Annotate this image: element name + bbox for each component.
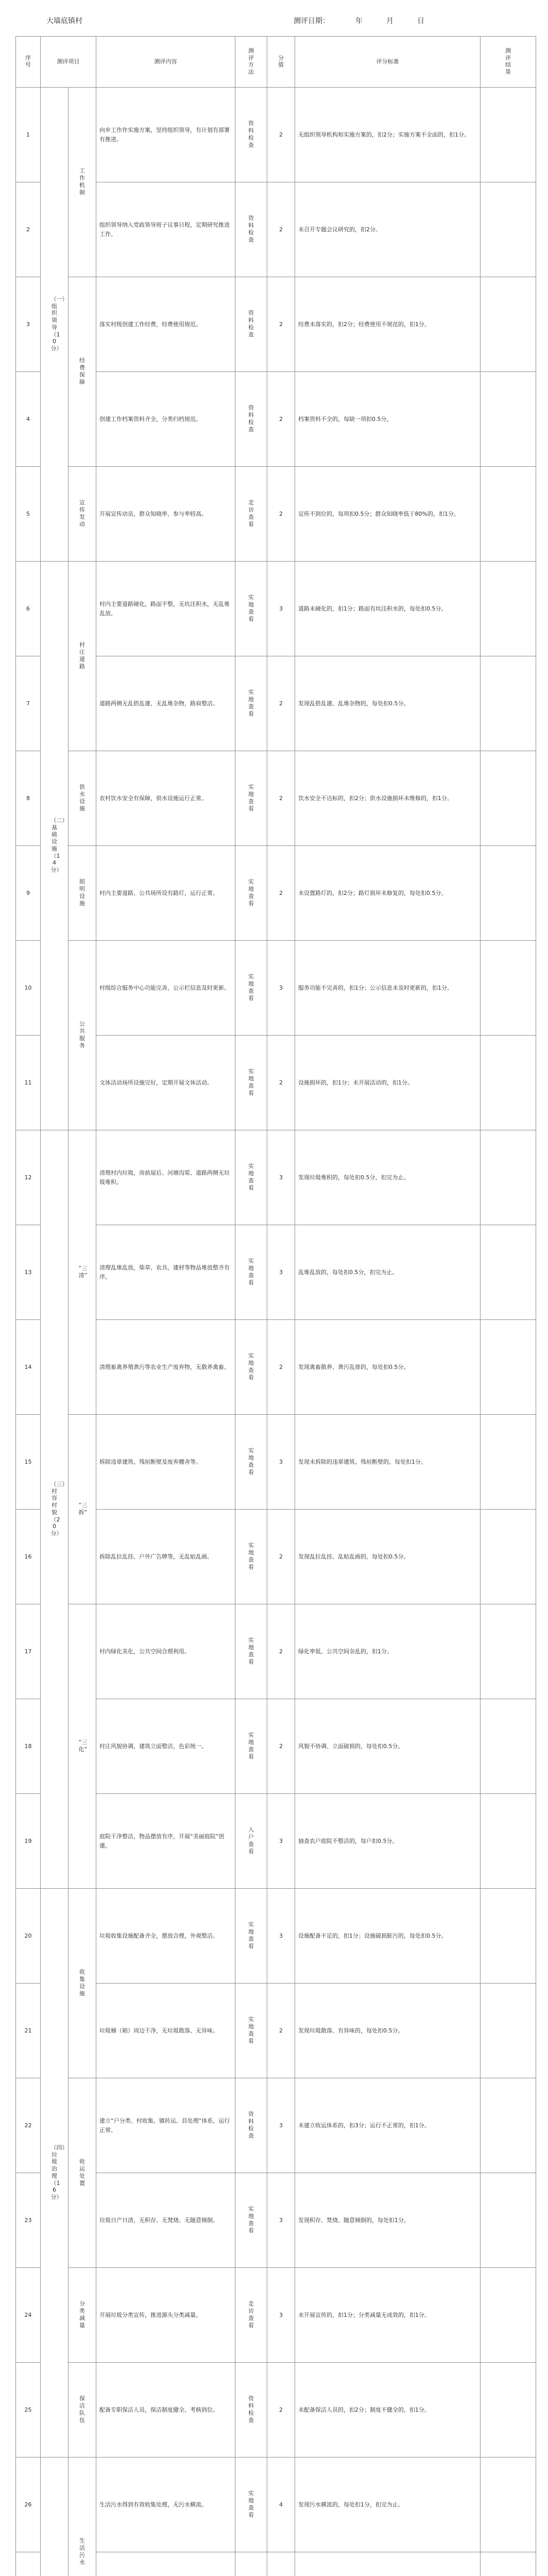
score-cell: 2 [267, 1510, 295, 1604]
content-cell: 建立“户分类、村收集、镇转运、县处理”体系，运行正常。 [96, 2078, 235, 2173]
row-number: 22 [16, 2078, 41, 2173]
content-cell: 拆除违章建筑、残垣断壁及废弃棚舍等。 [96, 1415, 235, 1510]
standard-cell: 道路未硬化的，扣1分；路面有坑洼积水的，每处扣0.5分。 [295, 562, 481, 656]
content-cell: 拆除乱拉乱挂、户外广告牌等，无乱贴乱画。 [96, 1510, 235, 1604]
content-cell: 清理畜禽养殖粪污等农业生产废弃物，无散养禽畜。 [96, 1320, 235, 1415]
score-cell: 2 [267, 751, 295, 846]
content-cell: 村内绿化美化，公共空间合理利用。 [96, 1604, 235, 1699]
subcategory-cell: 照明设施 [68, 846, 96, 941]
standard-cell: 发现垃圾堆积的，每处扣0.5分，扣完为止。 [295, 1130, 481, 1225]
table-row [16, 2363, 536, 2458]
table-row [16, 2268, 536, 2363]
standard-cell: 绿化率低、公共空间杂乱的，扣1分。 [295, 1604, 481, 1699]
score-cell: 2 [267, 1984, 295, 2078]
subcategory-cell: 分类减量 [68, 2268, 96, 2363]
category-cell: （一）组织领导（10分） [41, 88, 68, 562]
score-cell: 2 [267, 2363, 295, 2458]
standard-cell: 设施损坏的，扣1分；未开展活动的，扣1分。 [295, 1036, 481, 1130]
standard-cell: 宣传不到位的，每项扣0.5分；群众知晓率低于80%的，扣1分。 [295, 467, 481, 562]
result-cell[interactable] [481, 1130, 536, 1225]
method-cell: 走访查看 [235, 2268, 267, 2363]
method-cell: 实地查看 [235, 1510, 267, 1604]
content-cell: 开展垃圾分类宣传，推进源头分类减量。 [96, 2268, 235, 2363]
content-cell: 清理乱堆乱放，柴草、农具、建材等物品堆放整齐有序。 [96, 1225, 235, 1320]
subcategory-cell: 工作机制 [68, 88, 96, 277]
method-cell: 实地查看 [235, 562, 267, 656]
subcategory-cell: “三清” [68, 1130, 96, 1415]
category-cell: （二）基础设施（14分） [41, 562, 68, 1130]
category-cell [41, 2458, 68, 2576]
score-cell: 2 [267, 88, 295, 182]
standard-cell: 饮水安全不达标的，扣2分；供水设施损坏未维修的，扣1分。 [295, 751, 481, 846]
method-cell: 实地查看 [235, 751, 267, 846]
result-cell[interactable] [481, 2173, 536, 2268]
result-cell[interactable] [481, 1699, 536, 1794]
table-row [16, 277, 536, 372]
score-cell: 3 [267, 941, 295, 1036]
row-number: 17 [16, 1604, 41, 1699]
row-number: 6 [16, 562, 41, 656]
standard-cell: 风貌不协调、立面破损的，每处扣0.5分。 [295, 1699, 481, 1794]
content-cell: 落实村级创建工作经费，经费使用规范。 [96, 277, 235, 372]
result-cell[interactable] [481, 1794, 536, 1889]
method-cell: 实地查看 [235, 1036, 267, 1130]
table-row [16, 1415, 536, 1510]
col-header-content: 测评内容 [96, 37, 235, 88]
row-number: 5 [16, 467, 41, 562]
method-cell: 资料检查 [235, 88, 267, 182]
content-cell: 村级综合服务中心功能完善，公示栏信息及时更新。 [96, 941, 235, 1036]
subcategory-cell: 生活污水 [68, 2458, 96, 2576]
score-cell: 2 [267, 1699, 295, 1794]
method-cell: 实地查看 [235, 656, 267, 751]
col-header-standard: 评分标准 [295, 37, 481, 88]
result-cell[interactable] [481, 562, 536, 656]
score-cell: 3 [267, 562, 295, 656]
subcategory-cell: 宣传发动 [68, 467, 96, 562]
col-header-no: 序号 [16, 37, 41, 88]
date-label: 测评日期： [294, 17, 330, 25]
standard-cell: 抽查农户庭院不整洁的，每户扣0.5分。 [295, 1794, 481, 1889]
standard-cell: 乱堆乱放的，每处扣0.5分，扣完为止。 [295, 1225, 481, 1320]
method-cell [235, 2552, 267, 2576]
score-cell: 3 [267, 2173, 295, 2268]
row-number: 12 [16, 1130, 41, 1225]
method-cell: 实地查看 [235, 941, 267, 1036]
standard-cell: 未配备保洁人员的，扣2分；制度不健全的，扣1分。 [295, 2363, 481, 2458]
method-cell: 实地查看 [235, 1320, 267, 1415]
content-cell: 开展宣传动员，群众知晓率、参与率较高。 [96, 467, 235, 562]
standard-cell: 未设置路灯的，扣2分；路灯损坏未修复的，每处扣0.5分。 [295, 846, 481, 941]
village-name: 大墙底镇村 [46, 17, 82, 25]
result-cell[interactable] [481, 656, 536, 751]
table-row [16, 562, 536, 656]
result-cell[interactable] [481, 277, 536, 372]
table-row [16, 751, 536, 846]
score-cell: 3 [267, 1130, 295, 1225]
content-cell: 村内主要道路硬化，路面平整，无坑洼积水，无乱堆乱放。 [96, 562, 235, 656]
row-number: 19 [16, 1794, 41, 1889]
method-cell: 走访查看 [235, 467, 267, 562]
standard-cell: 设施配备不足的，扣1分；设施破损脏污的，每处扣0.5分。 [295, 1889, 481, 1984]
subcategory-cell: “三拆” [68, 1415, 96, 1604]
score-cell: 3 [267, 1415, 295, 1510]
score-cell: 3 [267, 1794, 295, 1889]
table-row [16, 1130, 536, 1225]
result-cell[interactable] [481, 2552, 536, 2576]
content-cell: 生活污水得到有效收集处理，无污水横流。 [96, 2458, 235, 2552]
row-number: 10 [16, 941, 41, 1036]
method-cell: 实地查看 [235, 1225, 267, 1320]
table-body [16, 88, 536, 2576]
score-cell: 2 [267, 1604, 295, 1699]
score-cell [267, 2552, 295, 2576]
row-number: 4 [16, 372, 41, 467]
table-row [16, 467, 536, 562]
result-cell[interactable] [481, 2078, 536, 2173]
score-cell: 3 [267, 1889, 295, 1984]
standard-cell: 档案资料不全的，每缺一项扣0.5分。 [295, 372, 481, 467]
result-cell[interactable] [481, 372, 536, 467]
method-cell: 实地查看 [235, 1984, 267, 2078]
result-cell[interactable] [481, 88, 536, 182]
table-row [16, 1889, 536, 1984]
subcategory-cell: 供水设施 [68, 751, 96, 846]
method-cell: 资料检查 [235, 2363, 267, 2458]
result-cell[interactable] [481, 1604, 536, 1699]
table-row [16, 2458, 536, 2552]
score-cell: 2 [267, 846, 295, 941]
day-label: 日 [417, 17, 424, 25]
standard-cell [295, 2552, 481, 2576]
row-number [16, 2552, 41, 2576]
content-cell: 庭院干净整洁，物品摆放有序，开展“美丽庭院”创建。 [96, 1794, 235, 1889]
year-label: 年 [355, 17, 363, 25]
method-cell: 资料检查 [235, 182, 267, 277]
row-number: 2 [16, 182, 41, 277]
result-cell[interactable] [481, 1036, 536, 1130]
table-header-row [16, 37, 536, 88]
method-cell: 实地查看 [235, 1415, 267, 1510]
table-row [16, 941, 536, 1036]
result-cell[interactable] [481, 2268, 536, 2363]
result-cell[interactable] [481, 1889, 536, 1984]
method-cell: 实地查看 [235, 2173, 267, 2268]
method-cell: 实地查看 [235, 1604, 267, 1699]
score-cell: 4 [267, 2458, 295, 2552]
col-header-category: 测评项目 [41, 37, 96, 88]
table-row [16, 1604, 536, 1699]
row-number: 8 [16, 751, 41, 846]
subcategory-cell: 保洁队伍 [68, 2363, 96, 2458]
method-cell: 入户查看 [235, 1794, 267, 1889]
table-row [16, 88, 536, 182]
result-cell[interactable] [481, 2458, 536, 2552]
standard-cell: 发现未拆除的违章建筑、残垣断壁的，每处扣1分。 [295, 1415, 481, 1510]
row-number: 11 [16, 1036, 41, 1130]
score-cell: 2 [267, 1320, 295, 1415]
row-number: 24 [16, 2268, 41, 2363]
row-number: 13 [16, 1225, 41, 1320]
content-cell: 农村饮水安全有保障，供水设施运行正常。 [96, 751, 235, 846]
standard-cell: 未召开专题会议研究的，扣2分。 [295, 182, 481, 277]
score-cell: 2 [267, 277, 295, 372]
category-cell: （四）垃圾治理（16分） [41, 1889, 68, 2458]
standard-cell: 无组织领导机构和实施方案的，扣2分；实施方案不全面的，扣1分。 [295, 88, 481, 182]
content-cell: 垃圾收集设施配备齐全，摆放合理，外观整洁。 [96, 1889, 235, 1984]
standard-cell: 经费未落实的，扣2分；经费使用不规范的，扣1分。 [295, 277, 481, 372]
method-cell: 实地查看 [235, 1699, 267, 1794]
subcategory-cell: 收运处置 [68, 2078, 96, 2268]
table-row [16, 2078, 536, 2173]
row-number: 20 [16, 1889, 41, 1984]
score-cell: 2 [267, 372, 295, 467]
result-cell[interactable] [481, 751, 536, 846]
row-number: 16 [16, 1510, 41, 1604]
standard-cell: 发现积存、焚烧、随意倾倒的，每处扣1分。 [295, 2173, 481, 2268]
standard-cell: 发现污水横流的，每处扣1分，扣完为止。 [295, 2458, 481, 2552]
content-cell: 垃圾日产日清，无积存、无焚烧、无随意倾倒。 [96, 2173, 235, 2268]
score-cell: 2 [267, 656, 295, 751]
result-cell[interactable] [481, 182, 536, 277]
row-number: 26 [16, 2458, 41, 2552]
row-number: 21 [16, 1984, 41, 2078]
month-label: 月 [386, 17, 393, 25]
content-cell: 向乡工作作实施方案，坚持组织领导，有计划有部署有推进。 [96, 88, 235, 182]
score-cell: 3 [267, 2078, 295, 2173]
subcategory-cell: 经费保障 [68, 277, 96, 467]
method-cell: 资料检查 [235, 277, 267, 372]
content-cell: 组织领导纳入党政领导班子议事日程，定期研究推进工作。 [96, 182, 235, 277]
row-number: 15 [16, 1415, 41, 1510]
row-number: 14 [16, 1320, 41, 1415]
standard-cell: 服务功能不完善的，扣1分；公示信息未及时更新的，扣1分。 [295, 941, 481, 1036]
result-cell[interactable] [481, 1320, 536, 1415]
content-cell: 村庄风貌协调，建筑立面整洁，色彩统一。 [96, 1699, 235, 1794]
result-cell[interactable] [481, 1984, 536, 2078]
category-cell: （三）村容村貌（20分） [41, 1130, 68, 1889]
score-cell: 2 [267, 1036, 295, 1130]
result-cell[interactable] [481, 941, 536, 1036]
result-cell[interactable] [481, 1225, 536, 1320]
standard-cell: 发现禽畜散养、粪污乱排的，每处扣0.5分。 [295, 1320, 481, 1415]
subcategory-cell: 村庄道路 [68, 562, 96, 751]
content-cell: 创建工作档案资料齐全，分类归档规范。 [96, 372, 235, 467]
standard-cell: 未开展宣传的，扣1分；分类减量无成效的，扣1分。 [295, 2268, 481, 2363]
method-cell: 实地查看 [235, 846, 267, 941]
row-number: 18 [16, 1699, 41, 1794]
content-cell: 清理村内垃圾，房前屋后、河塘沟渠、道路两侧无垃圾堆积。 [96, 1130, 235, 1225]
subcategory-cell: 公共服务 [68, 941, 96, 1130]
result-cell[interactable] [481, 846, 536, 941]
content-cell: 文体活动场所设施完好，定期开展文体活动。 [96, 1036, 235, 1130]
content-cell [96, 2552, 235, 2576]
method-cell: 实地查看 [235, 1130, 267, 1225]
method-cell: 实地查看 [235, 1889, 267, 1984]
standard-cell: 发现乱拉乱挂、乱贴乱画的，每处扣0.5分。 [295, 1510, 481, 1604]
score-cell: 3 [267, 1225, 295, 1320]
table-row [16, 846, 536, 941]
result-cell[interactable] [481, 1510, 536, 1604]
method-cell: 资料检查 [235, 372, 267, 467]
result-cell[interactable] [481, 1415, 536, 1510]
row-number: 3 [16, 277, 41, 372]
standard-cell: 未建立收运体系的，扣3分；运行不正常的，扣1分。 [295, 2078, 481, 2173]
col-header-result: 测评结果 [481, 37, 536, 88]
result-cell[interactable] [481, 467, 536, 562]
content-cell: 道路两侧无乱搭乱建、无乱堆杂物，路肩整洁。 [96, 656, 235, 751]
evaluation-page [15, 0, 536, 2576]
col-header-score: 分值 [267, 37, 295, 88]
score-cell: 3 [267, 2268, 295, 2363]
method-cell: 资料检查 [235, 2078, 267, 2173]
standard-cell: 发现乱搭乱建、乱堆杂物的，每处扣0.5分。 [295, 656, 481, 751]
page-header [15, 10, 536, 31]
row-number: 7 [16, 656, 41, 751]
score-cell: 2 [267, 467, 295, 562]
row-number: 23 [16, 2173, 41, 2268]
row-number: 9 [16, 846, 41, 941]
row-number: 1 [16, 88, 41, 182]
subcategory-cell: 收集设施 [68, 1889, 96, 2078]
content-cell: 配备专职保洁人员，保洁制度健全、考核到位。 [96, 2363, 235, 2458]
result-cell[interactable] [481, 2363, 536, 2458]
content-cell: 垃圾桶（箱）周边干净，无垃圾散落、无异味。 [96, 1984, 235, 2078]
col-header-method: 测评方法 [235, 37, 267, 88]
score-cell: 2 [267, 182, 295, 277]
method-cell: 实地查看 [235, 2458, 267, 2552]
subcategory-cell: “三化” [68, 1604, 96, 1889]
content-cell: 村内主要道路、公共场所设有路灯，运行正常。 [96, 846, 235, 941]
row-number: 25 [16, 2363, 41, 2458]
evaluation-table [15, 36, 536, 2576]
standard-cell: 发现垃圾散落、有异味的，每处扣0.5分。 [295, 1984, 481, 2078]
